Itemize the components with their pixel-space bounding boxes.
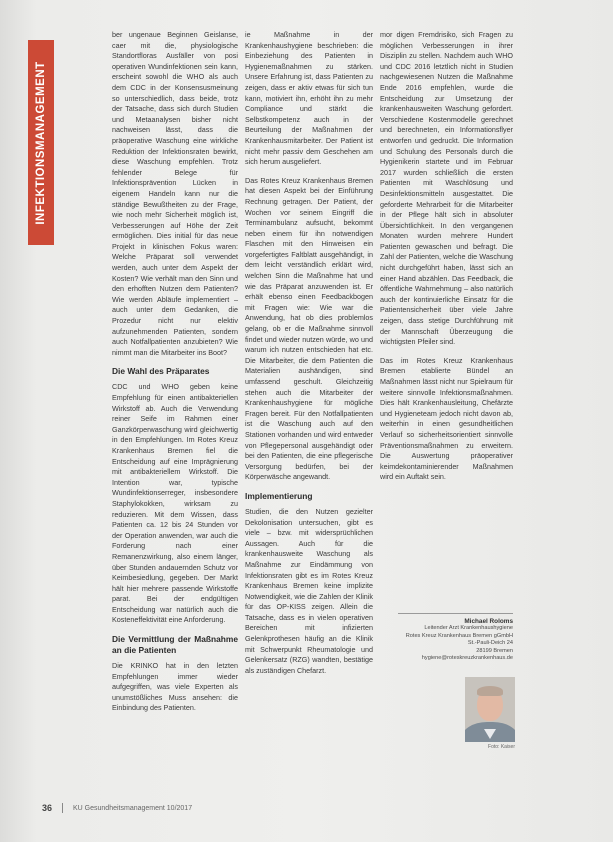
text-column-2 [245,30,373,800]
page-number: 36 [42,803,53,813]
author-street: St.-Pauli-Deich 24 [467,640,513,647]
paragraph: ie Maßnahme in der Krankenhaushygiene beschrieben: die Einbeziehung des Patienten in Hygienemaßnahmen zu stärken. Unsere Erfahrung ist, dass Patienten zu zeigen, dass er aktiv etwas für sich tun kann, motiviert ihn, erhöht ihn zu mehr Compliance und stärkt die Selbstkompetenz auch in der Beurteilung der Maßnahmen der Krankenhausmitarbeiter. Der Patient ist nicht mehr passiv dem Geschehen am sich herum ausgeliefert. [245,30,373,167]
section-tab-label: INFEKTIONSMANAGEMENT [35,60,47,225]
photo-hair [477,686,503,696]
author-role: Leitender Arzt Krankenhaushygiene [424,625,513,632]
publication-name: KU Gesundheitsmanagement 10/2017 [73,804,193,812]
paragraph: Das im Rotes Kreuz Krankenhaus Bremen etablierte Bündel an Maßnahmen lässt nicht nur Spielraum für weitere sinnvolle Infektionsmaßnahmen. Dies hält Krankenhausleitung, Chefärzte und Hygieneteam jedoch nicht davon ab, weiterhin in einen gesundheitlichen Verlauf so sicherheitsorientiert sinnvolle Präventionsmaßnahmen zu erweitern. Die Auswertung präoperativer keimdekontaminierender Maßnahmen wird ein Auftakt sein. [380,355,513,482]
paragraph: mor digen Fremdrisiko, sich Fragen zu möglichen Verbesserungen in ihrer Disziplin zu stellen. Nachdem auch WHO und CDC 2016 letztlich nicht in Studien nachgewiesenen Nutzen die Maßnahme Ende 2016 empfehlen, wurde die Entscheidung zur Umsetzung der krankenhausweiten Waschung gefordert. Verschiedene Kostenmodelle gerechnet und berechneten, ein Informationsflyer entworfen und gedruckt. Die Information und Schulung des Personals durch die Hygienikerin startete und im Februar 2017 wurden schließlich die ersten Patienten mit Waschlösung und Desinfektionsmitteln ausgestattet. Die geforderte Mehrarbeit für die Mitarbeiter in der Pflege hält sich in absoluter Übersichtlichkeit. In den vergangenen Monaten wurden mehrere Hundert Patienten gewaschen und befragt. Die Zahl der Patienten, welche die Waschung nicht durchgeführt haben, lässt sich an einer Hand abzählen. Das Feedback, die öffentliche Wahrnehmung – also natürlich auch der kontinuierliche Einsatz für die Patientensicherheit über viele Jahre zeigen, dass stetige Durchführung mit der Mannschaft Überzeugung die wichtigsten Pfeiler sind. [380,30,513,347]
paragraph: CDC und WHO geben keine Empfehlung für einen antibakteriellen Wirkstoff ab. Auch die Verwendung reiner Seife im Rahmen einer Ganzkörperwaschung wird gleichwertig in den Empfehlungen. Im Rotes Kreuz Krankenhaus Bremen fiel die Entscheidung auf eine Imprägnierung mit antibakteriellem Wirkstoff. Die Intention war, typische Wundinfektionserreger, insbesondere Staphylokokken, wirksam zu reduzieren. Mit dem Wissen, dass Patienten ca. 12 bis 24 Stunden vor der Operation anwenden, war auch die Forderung nach einer Remanenzwirkung, also einem länger, über Stunden andauernden Schutz vor Keimbesiedlung, gegeben. Der Markt hält hier mehrere passende Wirkstoffe parat. Bei der endgültigen Entscheidung war natürlich auch die Kosteneffektivität eine Anforderung. [112,382,238,625]
author-email[interactable]: hygiene@roteskreuzkrankenhaus.de [421,655,513,662]
section-heading: Die Wahl des Präparates [112,366,210,377]
footer-separator [62,803,63,813]
section-heading: Die Vermittlung der Maßnahme an die Patienten [112,634,238,656]
paragraph: Die KRINKO hat in den letzten Empfehlungen immer wieder aufgegriffen, was viele Experten als unumstößliches Muss ansehen: die Einbindung des Patienten. [112,661,238,713]
paragraph: Das Rotes Kreuz Krankenhaus Bremen hat diesen Aspekt bei der Einführung Rechnung getragen. Der Patient, der Wochen vor seinem Eingriff die Terminambulanz aufsucht, bekommt neben einem für ihn notwendigen Flaschen mit den Hinweisen ein vorgefertigtes Faltblatt ausgehändigt, in dem leicht verständlich erklärt wird, welchen Sinn die Maßnahme hat und wie das Präparat anzuwenden ist. Er erhält ebenso einen Feedbackbogen mit Fragen wie: Wie war die Anwendung, hat ob dies problemlos gelang, ob er die Maßnahme sinnvoll findet und wieder nutzen würde, wo und warum ich nutzen entschieden hat etc. Die Mitarbeiter, die dem Patienten die Materialien aushändigen, sind umfassend geschult. Gleichzeitig stehen auch die Mitarbeiter der Krankenhaushygiene für mögliche Fragen bereit. Für den Notfallpatienten ist die Waschung auch auf den Stationen vorhanden und wird entweder von Pflegepersonal ausgehändigt oder bei den Patienten, die eine pflegerische Versorgung bedürfen, bei der Körperwäsche angewandt. [245,175,373,482]
text-column-3 [380,30,513,585]
section-tab [28,40,54,245]
photo-credit: Foto: Kaiser [488,744,515,750]
text-column-1 [112,30,238,800]
author-name: Michael Roloms [464,618,513,625]
author-city: 28199 Bremen [476,647,513,654]
section-heading: Implementierung [245,490,313,501]
page-footer [42,802,542,814]
paragraph: ber ungenaue Beginnen Geislanse, caer mit die, physiologische Standortfloras Ausfäller von posi operativen Wundinfektionen sein kann, erscheint sowohl die WHO als auch dem CDC in der Konsensusmeinung so unterschiedlich, dass beide, trotz der Tatsache, dass sich durch Studien und Metaanalysen bisher nicht nachweisen lässt, dass die präoperative Waschung eine wirkliche Reduktion der Infektionsraten bewirkt, diese Waschung empfehlen. Trotz fehlender Belege für Infektionsprävention Lücken in eigenem Handeln kann nur die ständige Bewußtheiten zu der Frage, wie noch mehr Sicherheit möglich ist, Verbesserungen auf Höhe der Zeit ermöglichen. Dies initial für das neue Projekt in klinischen Fokus waren: Welche Präparat soll verwendet werden, auch unter dem Aspekt der Kosten? Wie verhält man den Sinn und den erhofften Nutzen dem Patienten? Wie werden Abläufe implementiert – auch unter dem Gedanken, die Prozedur nicht nur elektiv aufzunehmenden Patienten, sondern auch Notfallpatienten anzubieten? Wie nimmt man die Mitarbeiter ins Boot? [112,30,238,357]
paragraph: Studien, die den Nutzen gezielter Dekolonisation untersuchen, gibt es viele – bzw. mit widersprüchlichen Aussagen. Auch für die krankenhausweite Waschung als Maßnahme zur Eindämmung von Infektionsraten gibt es im Rotes Kreuz Krankenhaus Bremen keine implizite Notwendigkeit, wie die Zahlen der Klinik für das OP-KISS zeigen. Allein die Tatsache, dass es in vielen operativen Bereichen mit infizierten Gelenkprothesen häufig an die Klinik mit Schwerpunkt Rheumatologie und Gelenkersatz (RZG) wandten, bestätige als zuständigen Chefarzt. [245,506,373,675]
author-box [398,618,513,662]
author-organization: Rotes Kreuz Krankenhaus Bremen gGmbH [405,632,513,639]
author-divider [398,613,513,614]
author-photo [465,677,515,742]
